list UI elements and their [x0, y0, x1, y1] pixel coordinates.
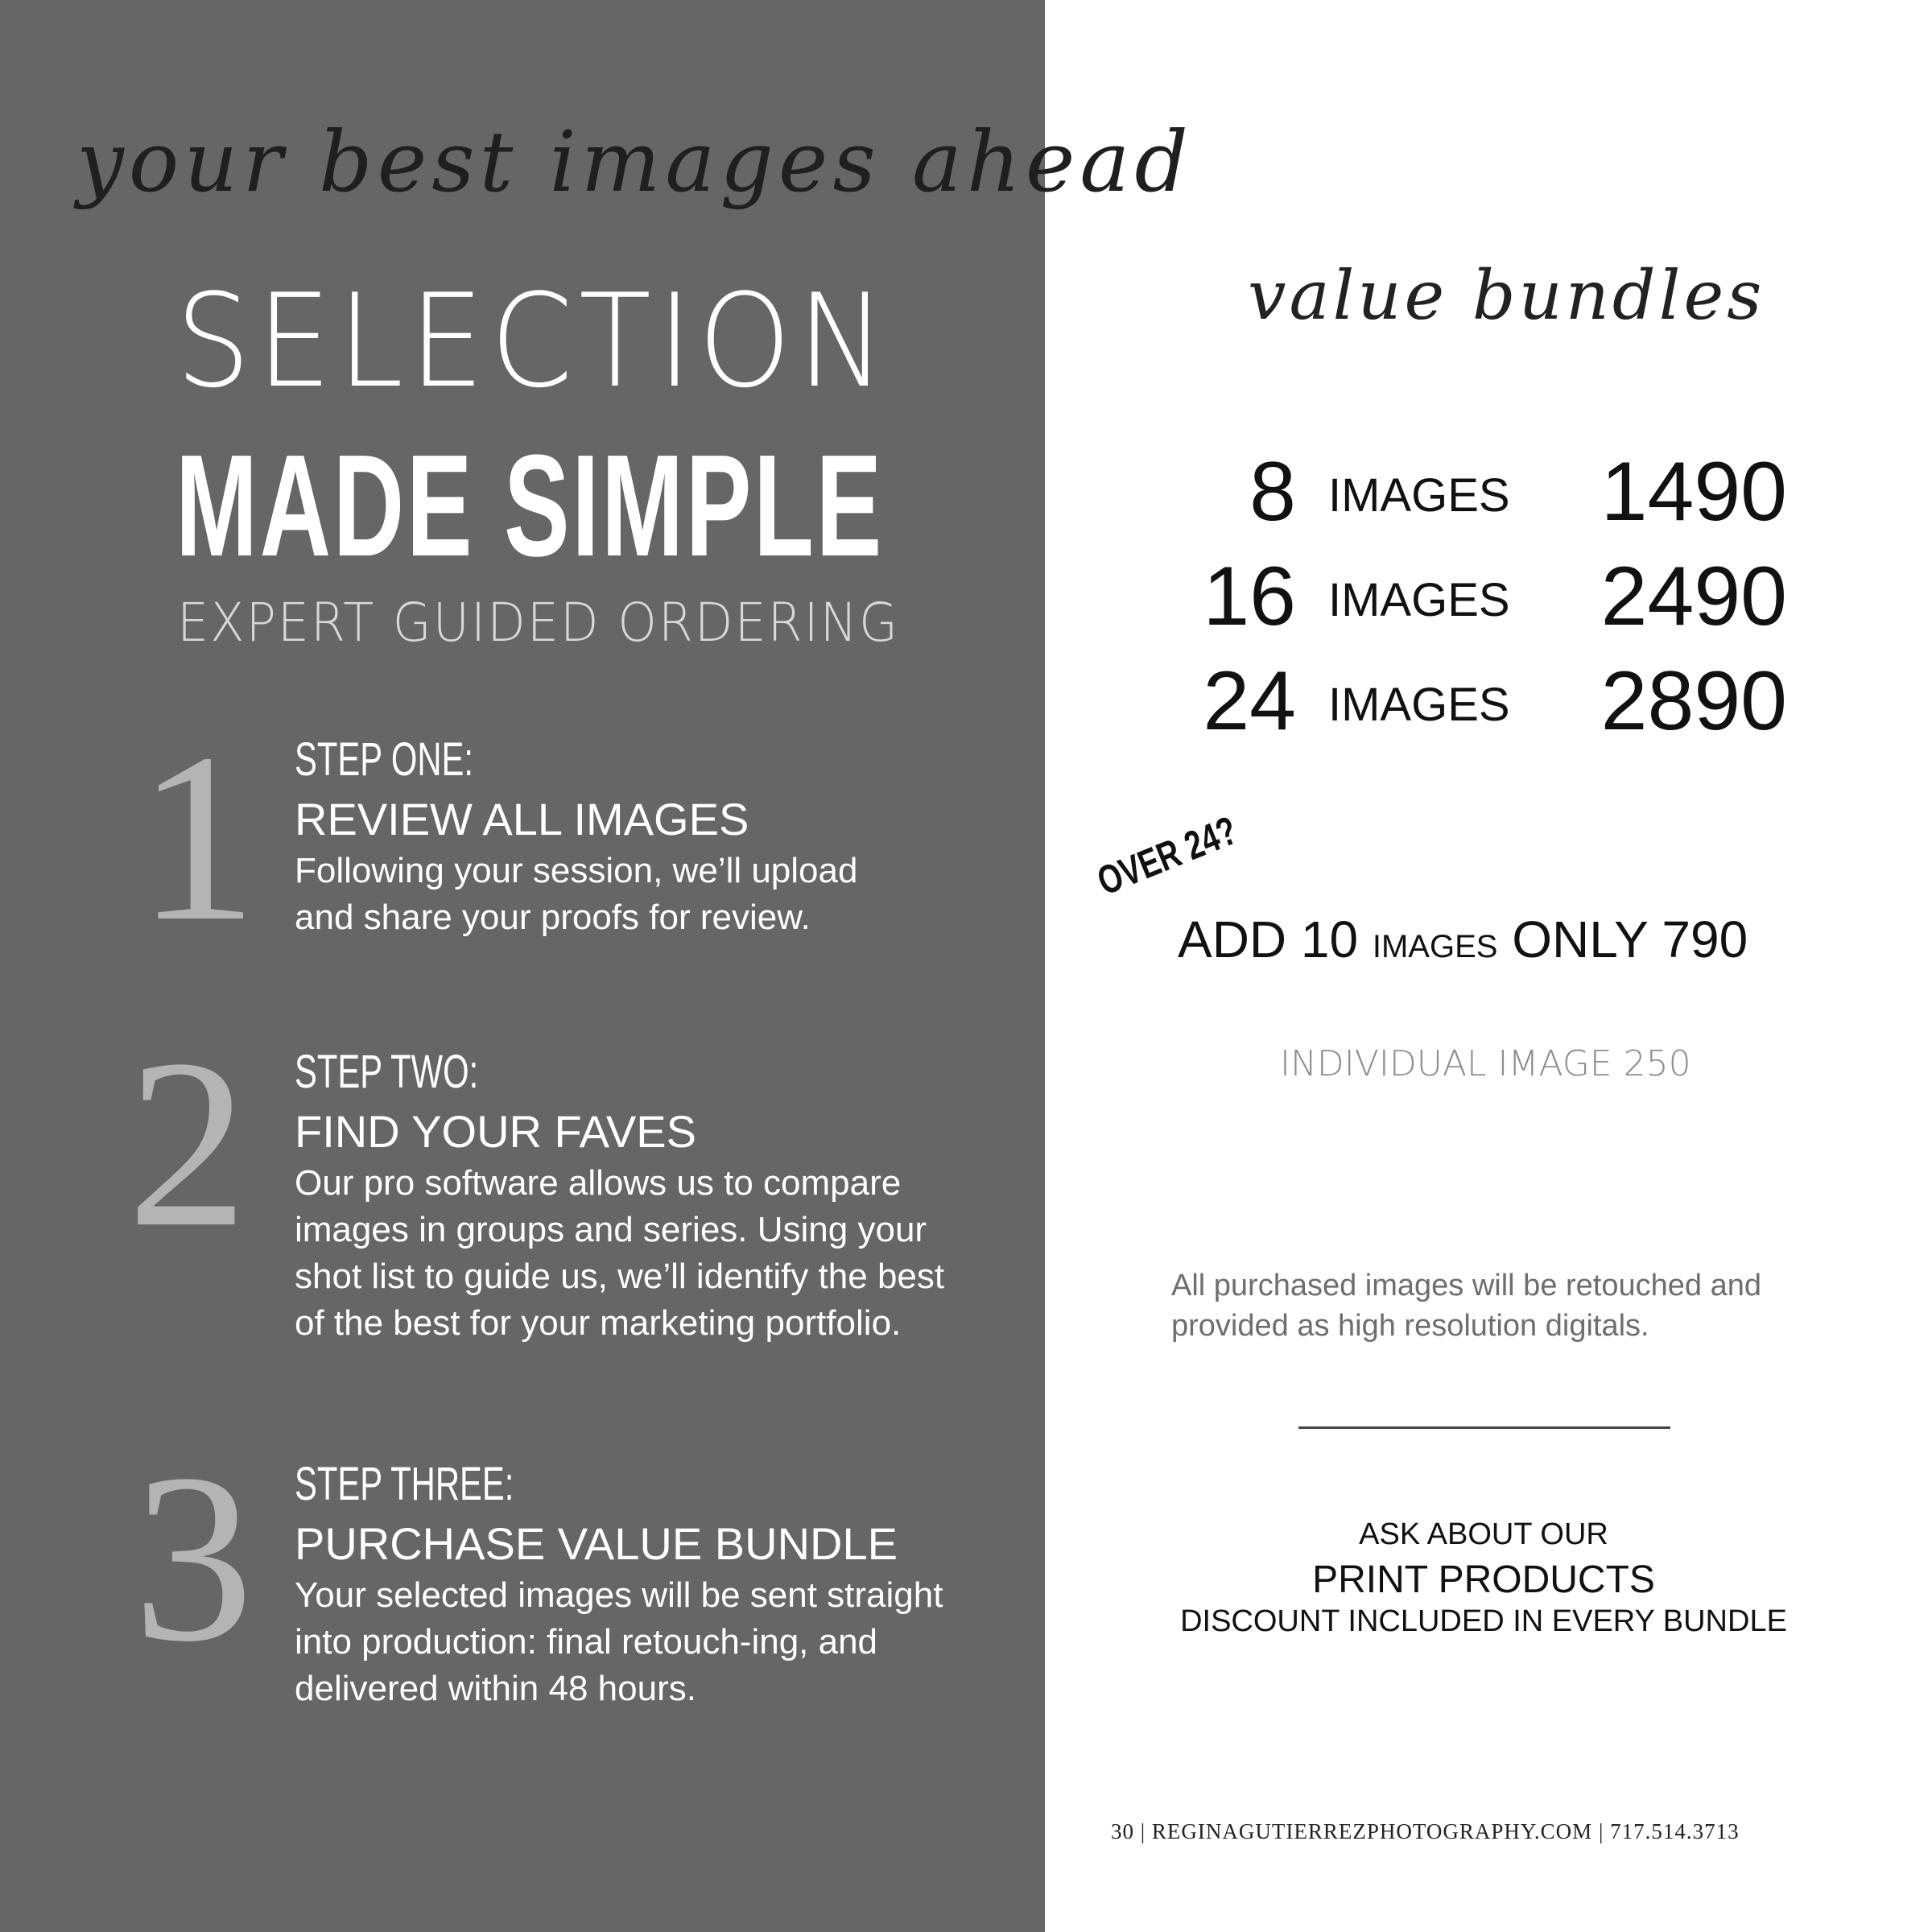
individual-image-price: INDIVIDUAL IMAGE 250 — [1280, 1043, 1691, 1084]
script-heading-right: value bundles — [1248, 256, 1765, 335]
step-one-number: 1 — [137, 704, 258, 971]
bundle-count: 24 — [1203, 654, 1296, 748]
bundle-unit: IMAGES — [1328, 469, 1510, 522]
script-heading-left: your best images ahead — [76, 113, 1194, 211]
bundle-row — [1159, 444, 1803, 549]
step-three-label: STEP THREE: — [295, 1458, 514, 1510]
over-24-label: OVER 24? — [1091, 807, 1244, 904]
title-made-simple: MADE SIMPLE — [175, 425, 884, 587]
print-products-label: PRINT PRODUCTS — [1312, 1558, 1655, 1601]
add-suffix: ONLY 790 — [1512, 910, 1748, 968]
step-one-label: STEP ONE: — [295, 733, 474, 786]
ask-about-label: ASK ABOUT OUR — [1359, 1517, 1608, 1551]
step-one-heading: REVIEW ALL IMAGES — [295, 794, 749, 844]
bundle-unit: IMAGES — [1328, 679, 1510, 731]
bundle-price: 1490 — [1600, 445, 1787, 539]
step-two-heading: FIND YOUR FAVES — [295, 1106, 696, 1157]
bundle-price: 2490 — [1600, 550, 1787, 643]
bundle-row — [1159, 549, 1803, 654]
bundle-price: 2890 — [1600, 654, 1787, 748]
bundle-unit: IMAGES — [1328, 574, 1510, 626]
step-three-description: Your selected images will be sent straight into production: final retouch-ing, and delivered within 48 hours. — [295, 1575, 943, 1708]
step-one-description: Following your session, we’ll upload and share your proofs for review. — [295, 851, 858, 937]
add-prefix: ADD 10 — [1178, 910, 1359, 968]
step-two-number: 2 — [127, 1009, 248, 1277]
step-two-label: STEP TWO: — [295, 1046, 479, 1098]
title-selection: SELECTION — [175, 266, 892, 416]
divider — [1298, 1426, 1670, 1429]
discount-label: DISCOUNT INCLUDED IN EVERY BUNDLE — [1180, 1604, 1787, 1638]
step-three-number: 3 — [133, 1424, 254, 1691]
bundle-count: 8 — [1249, 445, 1296, 539]
footer: 30 | REGINAGUTIERREZPHOTOGRAPHY.COM | 717.514.3713 — [1111, 1819, 1740, 1843]
step-two-description: Our pro software allows us to compare images in groups and series. Using your shot list to guide us, we’ll identify the best of the best for your marketing portfolio. — [295, 1163, 945, 1343]
bundle-count: 16 — [1203, 550, 1296, 643]
add-unit: IMAGES — [1372, 929, 1498, 964]
bundle-row — [1159, 654, 1803, 758]
retouch-note: All purchased images will be retouched and provided as high resolution digitals. — [1171, 1269, 1761, 1343]
subtitle: EXPERT GUIDED ORDERING — [177, 592, 899, 654]
step-three-heading: PURCHASE VALUE BUNDLE — [295, 1518, 898, 1569]
add-ten-offer — [1178, 910, 1748, 969]
